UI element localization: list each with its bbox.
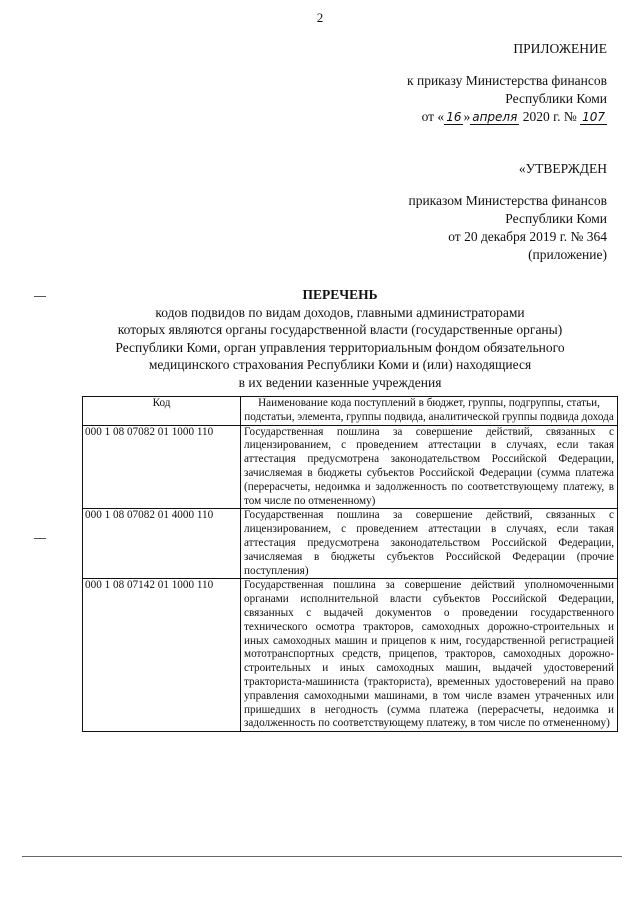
row-description: Государственная пошлина за совершение действий, связанных с лицензированием, с проведением аттестации в случаях, если такая аттестация предусмотрена законодательством Российской Федерации, зачисляемая в бюджеты субъектов Российской Федерации (прочие поступления)	[241, 509, 618, 579]
approved-appendix-note: (приложение)	[528, 247, 607, 262]
header-description: Наименование кода поступлений в бюджет, группы, подгруппы, статьи, подстатьи, элемента, группы подвида, аналитической группы подвида дохода	[241, 397, 618, 426]
row-code: 000 1 08 07082 01 1000 110	[83, 425, 241, 509]
document-heading: ПЕРЕЧЕНЬ	[302, 287, 378, 302]
appendix-republic-line: Республики Коми	[505, 91, 607, 106]
handwritten-number: 107	[582, 110, 605, 124]
row-description: Государственная пошлина за совершение действий уполномоченными органами исполнительной власти субъектов Российской Федерации, связанных с выдачей документов о проведении государственного технического осмотра тракторов, самоходных дорожно-строительных и иных самоходных машин и прицепов к ним, государственной регистрацией мототранспортных средств, прицепов, тракторов, самоходных дорожно-строительных и иных самоходных машин, выдачей удостоверений тракториста-машиниста (тракториста), временных удостоверений на право управления самоходными машинами, в том числе взамен утраченных или пришедших в негодность (сумма платежа (перерасчеты, недоимка и задолженность по соответствующему платежу, в том числе по отмененному)	[241, 579, 618, 732]
date-year: 2020 г. №	[522, 109, 577, 124]
page-number: 2	[316, 10, 324, 25]
table-row	[83, 579, 618, 732]
document-title	[60, 286, 620, 391]
appendix-order-line: к приказу Министерства финансов	[407, 73, 607, 88]
approved-header	[408, 160, 607, 264]
appendix-date-line	[407, 108, 607, 126]
row-description: Государственная пошлина за совершение действий, связанных с лицензированием, с проведением аттестации в случаях, если такая аттестация предусмотрена законодательством Российской Федерации, зачисляемая в бюджеты субъектов Российской Федерации (сумма платежа (перерасчеты, недоимка и задолженность по соответствующему платежу, в том числе по отмененному)	[241, 425, 618, 509]
codes-table	[82, 396, 618, 732]
title-line-3: Республики Коми, орган управления территориальным фондом обязательного	[115, 339, 565, 355]
binder-hole-mark	[34, 538, 46, 539]
binder-hole-mark	[34, 296, 46, 297]
title-line-5: в их ведении казенные учреждения	[238, 374, 442, 390]
approved-title: «УТВЕРЖДЕН	[518, 161, 607, 176]
appendix-title: ПРИЛОЖЕНИЕ	[513, 41, 607, 56]
header-code: Код	[83, 397, 241, 426]
row-code: 000 1 08 07082 01 4000 110	[83, 509, 241, 579]
approved-republic-line: Республики Коми	[505, 211, 607, 226]
handwritten-month: апреля	[472, 110, 518, 124]
title-line-1: кодов подвидов по видам доходов, главными администраторами	[155, 304, 525, 320]
scan-bottom-line	[22, 856, 622, 857]
table-row	[83, 509, 618, 579]
approved-date-line: от 20 декабря 2019 г. № 364	[448, 229, 607, 244]
handwritten-day: 16	[446, 110, 462, 124]
title-line-2: которых являются органы государственной власти (государственные органы)	[117, 322, 563, 337]
title-line-4: медицинского страхования Республики Коми и (или) находящиеся	[148, 357, 532, 372]
row-code: 000 1 08 07142 01 1000 110	[83, 579, 241, 732]
date-mid: »	[463, 109, 471, 124]
table-row	[83, 425, 618, 509]
approved-order-line: приказом Министерства финансов	[408, 193, 607, 208]
date-prefix: от «	[421, 109, 445, 124]
appendix-header	[407, 40, 607, 126]
table-header-row	[83, 397, 618, 426]
